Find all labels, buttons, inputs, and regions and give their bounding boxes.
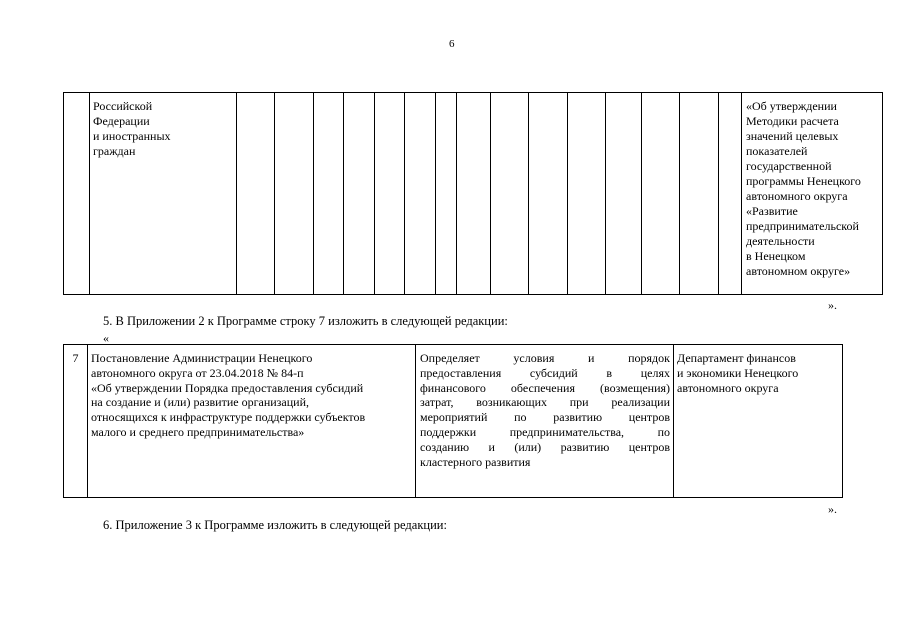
methodology-reference-cell: «Об утверждении Методики расчета значений целевых показателей государственной программы Ненецкого автономного округа «Развитие предпринимательской деятельности в Ненецком автономном округе» [742, 93, 883, 295]
table-row [64, 345, 843, 498]
row-number-cell: 7 [64, 345, 88, 498]
paragraph-6: 6. Приложение 3 к Программе изложить в следующей редакции: [103, 518, 447, 532]
table-cell [375, 93, 405, 295]
table-row [64, 93, 883, 295]
description-cell: Определяет условия и порядок предоставления субсидий в целях финансового обеспечения (возмещения) затрат, возникающих при реализации мероприятий по развитию центров поддержки предпринимательства, по созданию и (или) развитию центров кластерного развития [416, 345, 674, 498]
paragraph-5: 5. В Приложении 2 к Программе строку 7 изложить в следующей редакции: [103, 314, 508, 328]
program-table-fragment [63, 92, 883, 295]
table-cell [642, 93, 680, 295]
table-cell [680, 93, 719, 295]
table-cell [719, 93, 742, 295]
table-cell [405, 93, 436, 295]
table-cell [529, 93, 568, 295]
table-cell [491, 93, 529, 295]
legal-act-cell: Постановление Администрации Ненецкого автономного округа от 23.04.2018 № 84-п «Об утверждении Порядка предоставления субсидий на создание и (или) развитие организаций, относящихся к инфраструктуре поддержки субъектов малого и среднего предпринимательства» [88, 345, 416, 498]
indicator-name-cell: Российской Федерации и иностранных граждан [90, 93, 237, 295]
table-cell [457, 93, 491, 295]
opening-quote: « [103, 331, 109, 345]
table-cell [568, 93, 606, 295]
table-cell [606, 93, 642, 295]
responsible-body-cell: Департамент финансов и экономики Ненецкого автономного округа [674, 345, 843, 498]
table-cell [275, 93, 314, 295]
table-cell [64, 93, 90, 295]
table-cell [237, 93, 275, 295]
table-cell [344, 93, 375, 295]
table-cell [436, 93, 457, 295]
closing-quote: ». [828, 502, 837, 516]
appendix-2-row-7 [63, 344, 843, 498]
page-number: 6 [449, 38, 455, 50]
table-cell [314, 93, 344, 295]
closing-quote: ». [828, 298, 837, 312]
